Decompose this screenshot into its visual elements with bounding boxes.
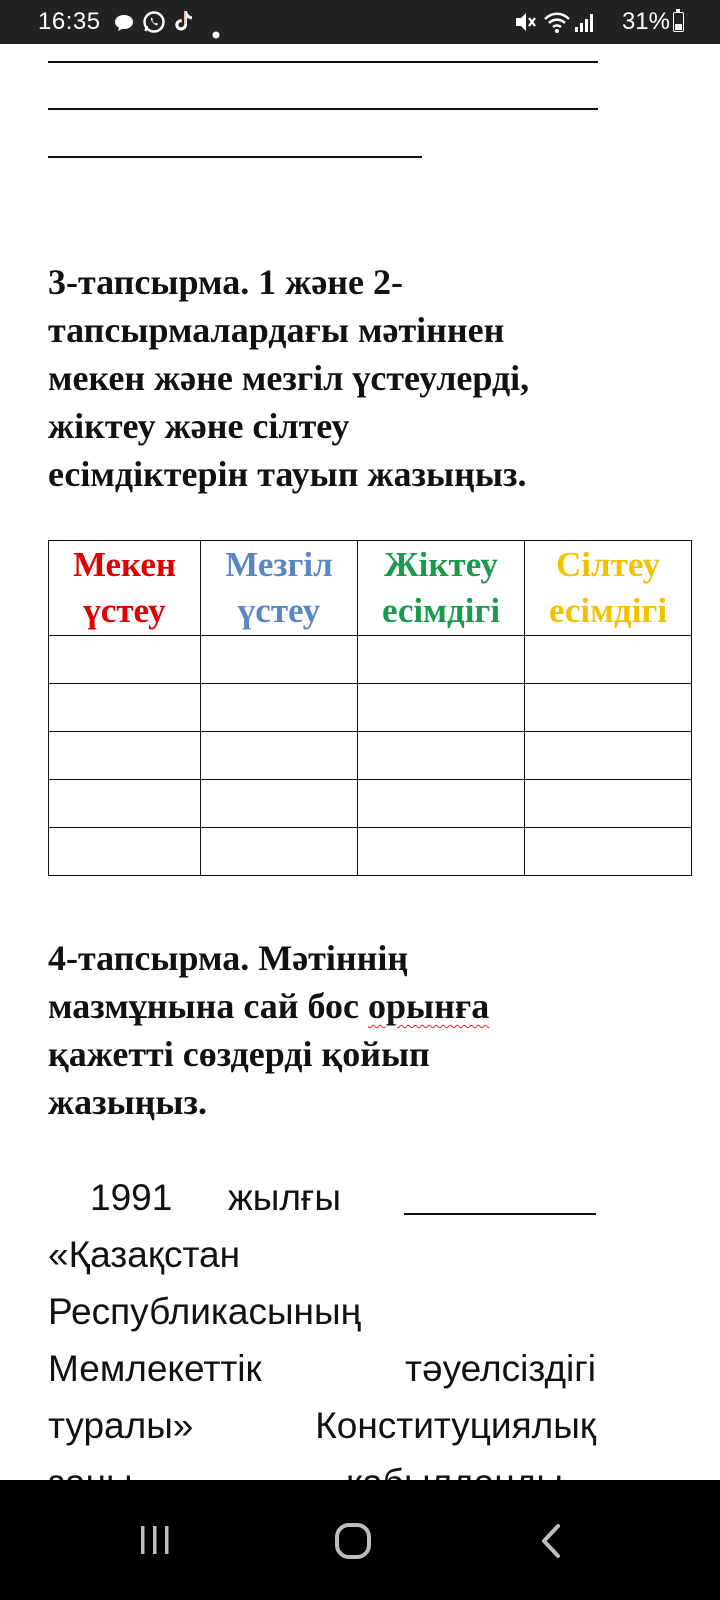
fill-in-blank — [404, 1213, 596, 1215]
header-line: Сілтеу — [556, 545, 660, 584]
table-cell — [525, 828, 692, 876]
task-4-line: қажетті сөздерді қойып — [48, 1034, 430, 1074]
table-cell — [358, 732, 525, 780]
table-cell — [358, 684, 525, 732]
task-3-line: тапсырмалардағы мәтіннен — [48, 310, 505, 350]
status-bar — [0, 0, 720, 44]
whatsapp-icon — [142, 10, 166, 41]
battery-icon — [673, 12, 684, 32]
task-3-line: есімдіктерін тауып жазыңыз. — [48, 454, 527, 494]
table-cell — [49, 780, 201, 828]
answer-line — [48, 156, 422, 158]
table-cell — [49, 828, 201, 876]
header-cell-meken — [49, 541, 201, 636]
paragraph-word: тәуелсіздігі — [405, 1348, 596, 1389]
header-cell-zhiktey — [358, 541, 525, 636]
answer-line — [48, 61, 598, 63]
paragraph-line — [48, 1397, 596, 1454]
header-line: есімдігі — [381, 591, 501, 630]
paragraph-word: 1991 — [90, 1177, 173, 1218]
wifi-icon — [543, 10, 571, 41]
task-4-line — [48, 982, 608, 1030]
mute-icon — [514, 11, 538, 40]
tiktok-icon — [173, 9, 195, 40]
answer-line — [48, 108, 598, 110]
header-line: есімдігі — [548, 591, 668, 630]
chat-bubble-icon — [114, 12, 134, 40]
battery-percent: 31% — [621, 8, 670, 35]
task-4-text: мазмұнына сай бос — [48, 986, 369, 1026]
table-cell — [201, 828, 358, 876]
task-3-line: жіктеу және сілтеу — [48, 406, 350, 446]
table-cell — [358, 636, 525, 684]
back-icon[interactable] — [538, 1522, 564, 1565]
table-cell — [201, 636, 358, 684]
task-3-line: 3-тапсырма. 1 және 2- — [48, 262, 404, 302]
header-line: үстеу — [83, 591, 166, 630]
table-cell — [358, 828, 525, 876]
paragraph-word: туралы» — [48, 1405, 194, 1446]
table-cell — [49, 684, 201, 732]
task-3-line: мекен және мезгіл үстеулерді, — [48, 358, 530, 398]
header-cell-silteu — [525, 541, 692, 636]
paragraph — [48, 1169, 596, 1511]
clock: 16:35 — [38, 8, 101, 35]
table-cell — [525, 684, 692, 732]
paragraph-line: Республикасының — [48, 1291, 362, 1332]
paragraph-word: жылғы — [228, 1177, 342, 1218]
table-header-row — [49, 541, 692, 636]
paragraph-line — [48, 1169, 596, 1226]
table-cell — [201, 732, 358, 780]
table-cell — [201, 684, 358, 732]
task-4-line: жазыңыз. — [48, 1082, 207, 1122]
table-cell — [201, 780, 358, 828]
task-3-instruction — [48, 258, 608, 498]
recent-apps-icon[interactable] — [138, 1524, 172, 1561]
spellcheck-word: орынға — [368, 986, 490, 1026]
paragraph-word: Конституциялық — [315, 1405, 596, 1446]
dot-icon — [212, 18, 220, 46]
answer-table — [48, 540, 692, 876]
task-4-instruction — [48, 934, 608, 1126]
header-line: үстеу — [237, 591, 321, 630]
table-row — [49, 828, 692, 876]
table-cell — [49, 732, 201, 780]
signal-icon — [574, 12, 596, 40]
navigation-bar — [0, 1480, 720, 1600]
header-line: Мезгіл — [225, 545, 333, 584]
table-row — [49, 684, 692, 732]
table-row — [49, 732, 692, 780]
table-cell — [525, 732, 692, 780]
paragraph-word: Мемлекеттік — [48, 1348, 262, 1389]
header-cell-mezgil — [201, 541, 358, 636]
table-cell — [49, 636, 201, 684]
table-row — [49, 636, 692, 684]
header-line: Жіктеу — [384, 545, 498, 584]
home-icon[interactable] — [334, 1522, 372, 1565]
task-4-line: 4-тапсырма. Мәтіннің — [48, 938, 409, 978]
table-cell — [525, 780, 692, 828]
paragraph-line — [48, 1340, 596, 1397]
paragraph-line: «Қазақстан — [48, 1234, 241, 1275]
header-line: Мекен — [72, 545, 177, 584]
table-cell — [525, 636, 692, 684]
table-cell — [358, 780, 525, 828]
table-row — [49, 780, 692, 828]
